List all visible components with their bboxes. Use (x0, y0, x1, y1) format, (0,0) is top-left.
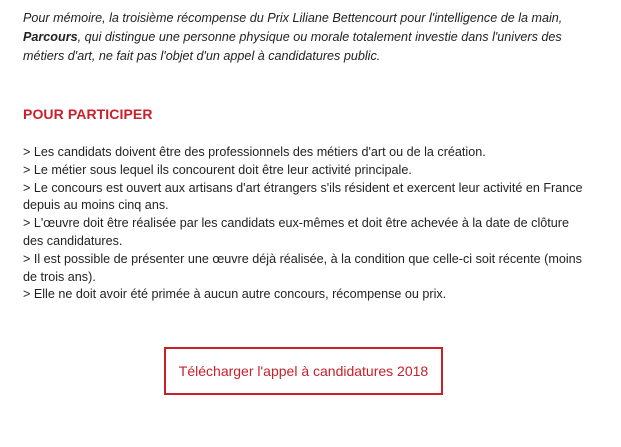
rule-item: > Le concours est ouvert aux artisans d'art étrangers s'ils résident et exercent leur activité en France depuis au moins cinq ans. (23, 180, 583, 213)
section-heading: POUR PARTICIPER (23, 106, 153, 122)
intro-text-end: , qui distingue une personne physique ou morale totalement investie dans l'univers des métiers d'art, ne fait pas l'objet d'un appel à candidatures public. (23, 30, 562, 63)
rule-item: > L'œuvre doit être réalisée par les candidats eux-mêmes et doit être achevée à la date de clôture des candidatures. (23, 216, 569, 248)
download-call-button[interactable]: Télécharger l'appel à candidatures 2018 (164, 347, 443, 395)
rule-item: > Le métier sous lequel ils concourent doit être leur activité principale. (23, 162, 412, 177)
rules-list (23, 144, 583, 304)
rule-item: > Elle ne doit avoir été primée à aucun autre concours, récompense ou prix. (23, 287, 447, 302)
intro-award-name: Parcours (23, 30, 78, 44)
rule-item: > Il est possible de présenter une œuvre déjà réalisée, à la condition que celle-ci soit récente (moins de trois ans). (23, 251, 582, 284)
rule-item: > Les candidats doivent être des professionnels des métiers d'art ou de la création. (23, 145, 486, 159)
intro-text-start: Pour mémoire, la troisième récompense du Prix Liliane Bettencourt pour l'intelligence de la main, (23, 11, 563, 25)
intro-paragraph (23, 9, 603, 66)
